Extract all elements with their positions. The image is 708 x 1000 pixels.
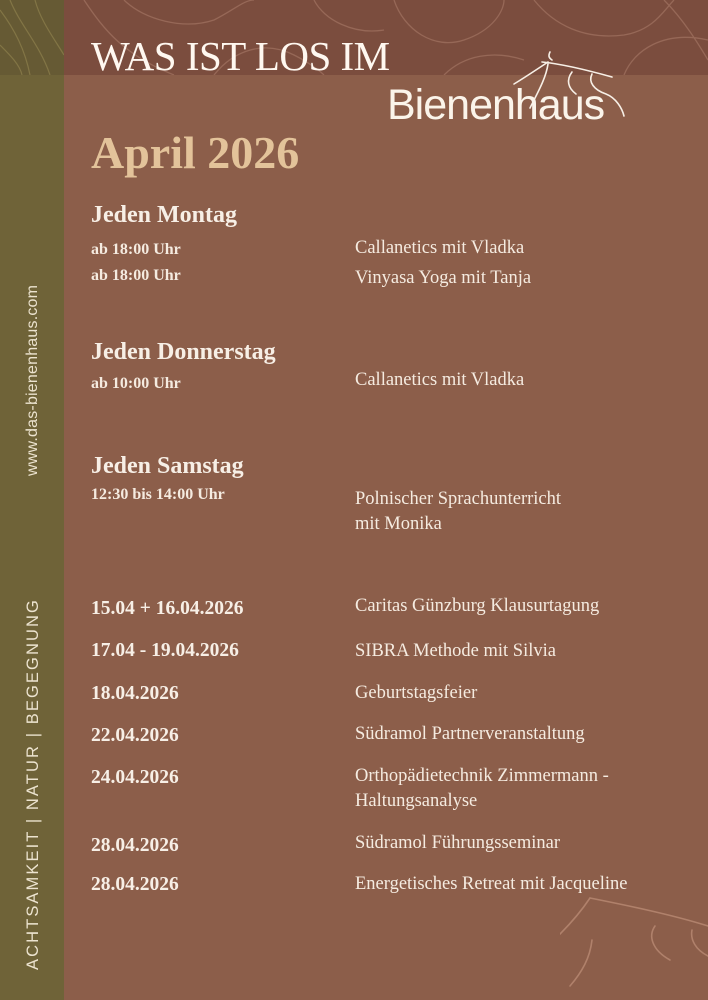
event-date: 15.04 + 16.04.2026 [91,598,244,619]
website-url[interactable]: www.das-bienenhaus.com [24,284,41,476]
event-title: Südramol Partnerveranstaltung [355,724,585,744]
event-date: 28.04.2026 [91,835,179,856]
month-heading: April 2026 [91,127,300,178]
motto-text: ACHTSAMKEIT | NATUR | BEGEGNUNG [24,598,42,970]
event-title: Orthopädietechnik Zimmermann - [355,766,609,786]
event-title-continued: Haltungsanalyse [355,791,478,811]
brand-name: Bienenhaus [387,81,605,129]
event-time: ab 18:00 Uhr [91,267,181,284]
event-title-continued: mit Monika [355,514,442,534]
page-title: WAS IST LOS IM [91,33,390,79]
event-title: Energetisches Retreat mit Jacqueline [355,874,628,894]
section-heading-monday: Jeden Montag [91,202,237,228]
event-date: 28.04.2026 [91,874,179,895]
event-title: Vinyasa Yoga mit Tanja [355,268,532,288]
event-title: Geburtstagsfeier [355,683,478,703]
floral-pattern-decoration [0,0,64,75]
event-date: 24.04.2026 [91,767,179,788]
sidebar-stripe [0,0,64,1000]
roof-outline-decoration-icon [560,890,708,1000]
event-title: Caritas Günzburg Klausurtagung [355,596,600,616]
event-time: ab 10:00 Uhr [91,375,181,392]
event-time: ab 18:00 Uhr [91,241,181,258]
section-heading-thursday: Jeden Donnerstag [91,339,276,365]
event-time: 12:30 bis 14:00 Uhr [91,486,225,503]
section-heading-saturday: Jeden Samstag [91,453,244,479]
event-title: Callanetics mit Vladka [355,238,525,258]
event-date: 22.04.2026 [91,725,179,746]
event-title: Polnischer Sprachunterricht [355,489,562,509]
event-date: 18.04.2026 [91,683,179,704]
event-title: SIBRA Methode mit Silvia [355,641,556,661]
event-date: 17.04 - 19.04.2026 [91,640,239,661]
event-title: Callanetics mit Vladka [355,370,525,390]
event-title: Südramol Führungsseminar [355,833,561,853]
